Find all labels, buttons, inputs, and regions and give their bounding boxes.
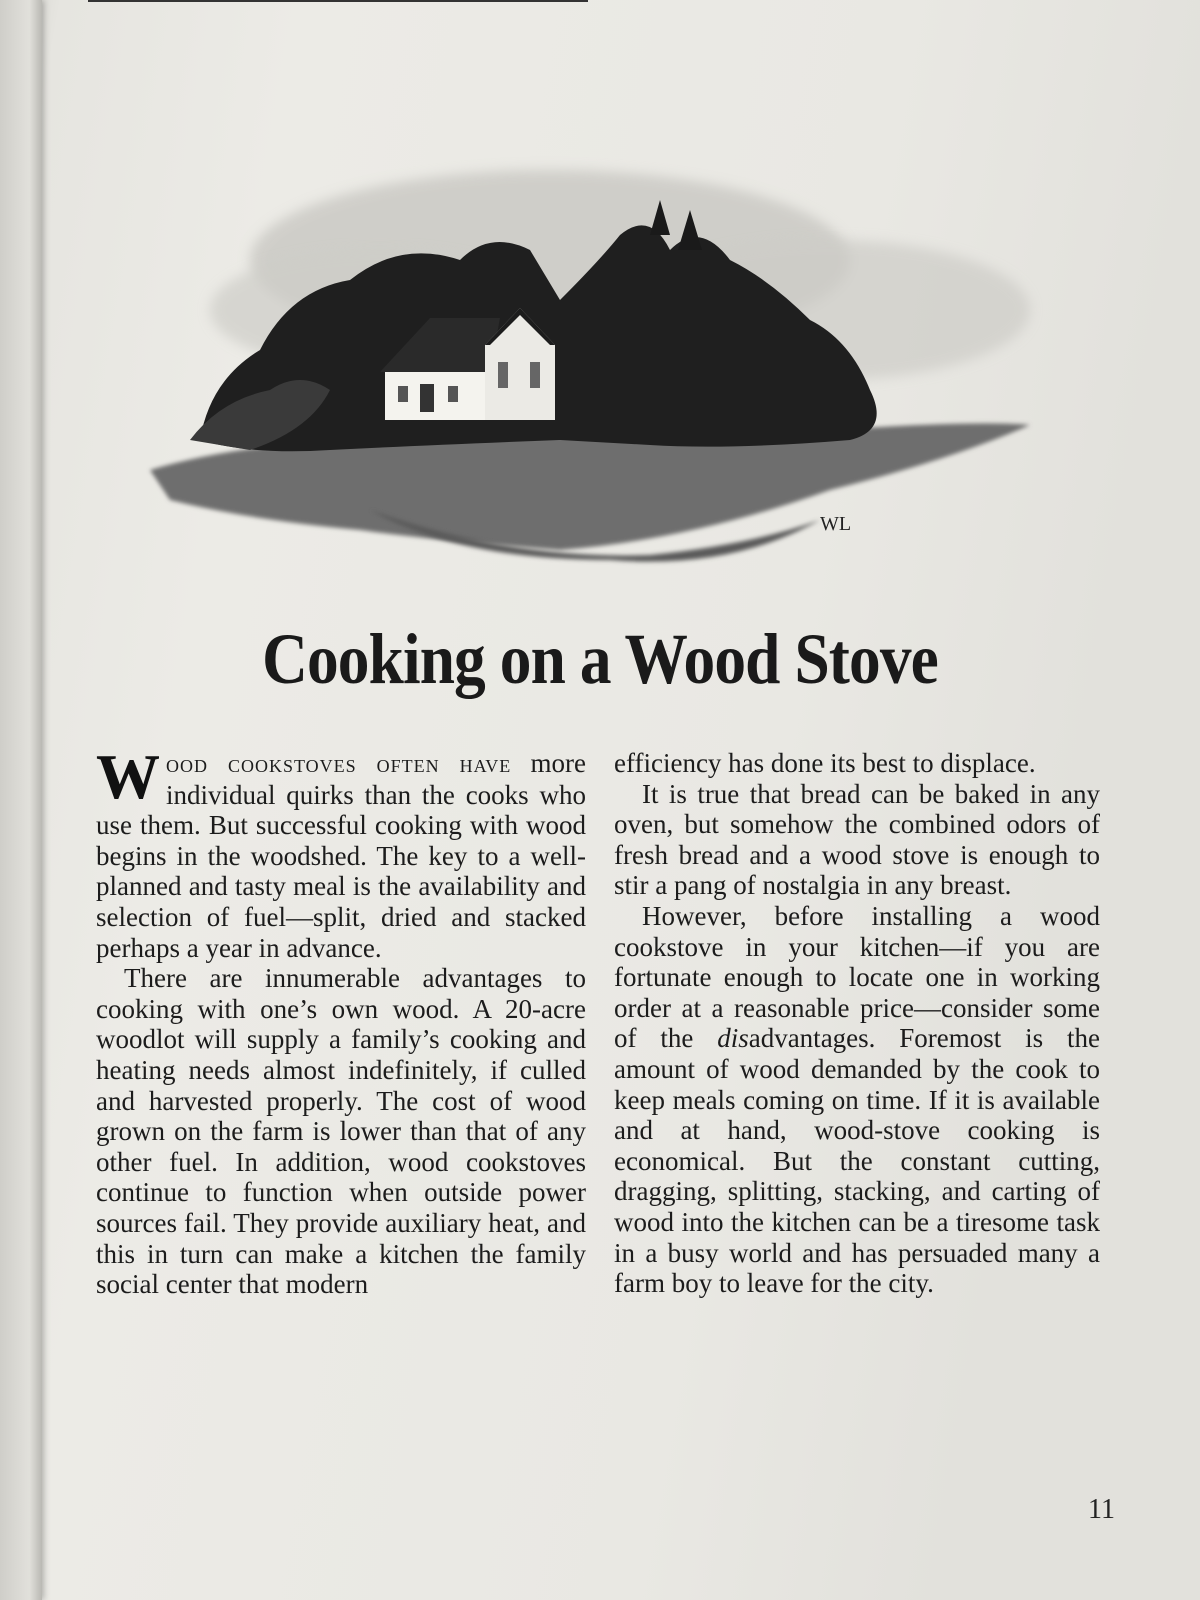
farmhouse-illustration bbox=[130, 140, 1060, 580]
text-column-right bbox=[614, 748, 1100, 1299]
paragraph-text: However, before installing a wood cookstove in your kitchen—if you are fortunate enough to locate one in working order at a reasonable price—consider some of the bbox=[614, 900, 1100, 1054]
artist-signature: WL bbox=[820, 513, 852, 535]
page-number: 11 bbox=[1088, 1494, 1115, 1525]
paragraph: There are innumerable advantages to cooking with one’s own wood. A 20-acre woodlot will supply a family’s cooking and heating needs almost indefinitely, if culled and harvested properly. The cost of wood grown on the farm is lower than that of any other fuel. In addition, wood cookstoves continue to function when outside power sources fail. They provide auxiliary heat, and this in turn can make a kitchen the family social center that modern bbox=[96, 963, 586, 1300]
drop-cap: W bbox=[96, 741, 160, 812]
paragraph: efficiency has done its best to displace. bbox=[614, 748, 1036, 778]
page-title: Cooking on a Wood Stove bbox=[262, 619, 938, 699]
italic-text: dis bbox=[717, 1023, 749, 1054]
rule-line bbox=[88, 0, 588, 2]
text-column-left bbox=[96, 741, 586, 1300]
paragraph bbox=[96, 741, 586, 963]
lead-in-smallcaps: ood cookstoves often have bbox=[166, 749, 512, 778]
paragraph bbox=[614, 901, 1100, 1299]
paragraph-text: advantages. Foremost is the amount of wood demanded by the cook to keep meals coming on time. If it is available and at hand, wood-stove cooking is economical. But the constant cutting, dragging, splitting, stacking, and carting of wood into the kitchen can be a tiresome task in a busy world and has persuaded many a farm boy to leave for the city. bbox=[614, 1023, 1100, 1299]
adjacent-page-edge bbox=[0, 0, 42, 1600]
paragraph: It is true that bread can be baked in any oven, but somehow the combined odors of fresh bread and a wood stove is enough to stir a pang of nostalgia in any breast. bbox=[614, 778, 1100, 901]
paragraph-text: more individual quirks than the cooks who use them. But successful cooking with wood begins in the woodshed. The key to a well-planned and tasty meal is the availability and selection of fuel—split, dried and stacked perhaps a year in advance. bbox=[96, 748, 586, 963]
